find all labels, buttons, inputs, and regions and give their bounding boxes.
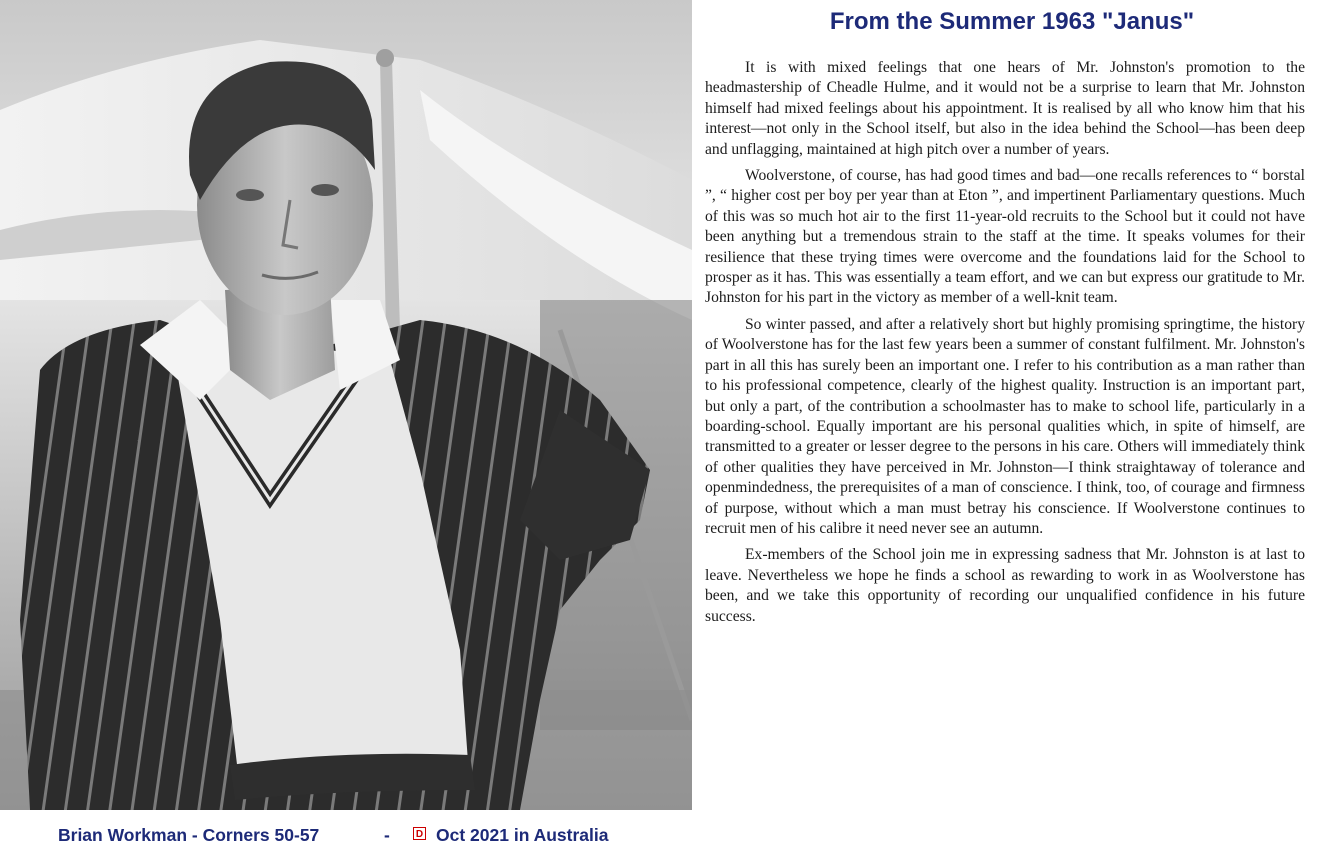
article-paragraph-1: It is with mixed feelings that one hears of Mr. Johnston's promotion to the headmastership of Cheadle Hulme, and it would not be a surprise to learn that Mr. Johnston himself had mixed feelings about his appointment. It is realised by all who know him that his interest—not only in the School itself, but also in the idea behind the School—has been deep and unflagging, maintained at high pitch over a number of years. bbox=[705, 59, 1305, 158]
article-body bbox=[705, 58, 1305, 633]
caption-name: Brian Workman - Corners 50-57 bbox=[58, 825, 320, 845]
portrait-photo bbox=[0, 0, 692, 810]
article-title: From the Summer 1963 "Janus" bbox=[829, 8, 1195, 35]
article-paragraph-3: So winter passed, and after a relatively short but highly promising springtime, the history of Woolverstone has for the last few years been a summer of constant fulfilment. Mr. Johnston's part in all this has surely been an important one. I refer to his contribution as a man rather than to his professional competence, clearly of the highest quality. Instruction is an important part, but only a part, of the contribution a schoolmaster has to make to school life, particularly in a boarding-school. Equally important are his personal qualities which, in spite of himself, are transmitted to a greater or lesser degree to the persons in his care. Others will immediately think of other qualities they have perceived in Mr. Johnston—I think straightaway of tolerance and openmindedness, the prerequisites of a man of conscience. I think, too, of courage and firmness of purpose, without which a man must betray his conscience. If Woolverstone continues to recruit men of his calibre it need never see an autumn. bbox=[705, 315, 1305, 537]
article-paragraph-2: Woolverstone, of course, has had good times and bad—one recalls references to “ borstal ”, “ higher cost per boy per year than at Eton ”, and impertinent Parliamentary questions. Much of this was so much hot air to the first 11-year-old recruits to the School but it could not have been anything but a tremendous strain to the staff at the time. It speaks volumes for their resilience that these trying times were overcome and the foundations laid for the School to prosper as it has. This was essentially a team effort, and we can but express our gratitude to Mr. Johnston for his part in the victory as member of a well-knit team. bbox=[705, 167, 1305, 307]
article-paragraph-4: Ex-members of the School join me in expressing sadness that Mr. Johnston is at last to leave. Nevertheless we hope he finds a school as rewarding to work in as Woolverstone has been, and we take this opportunity of recording our unqualified confidence in his future success. bbox=[705, 546, 1305, 625]
caption-separator: - bbox=[384, 825, 390, 845]
death-mark-icon: D bbox=[413, 827, 426, 840]
photo-caption bbox=[0, 812, 692, 855]
caption-date: Oct 2021 in Australia bbox=[436, 825, 609, 845]
